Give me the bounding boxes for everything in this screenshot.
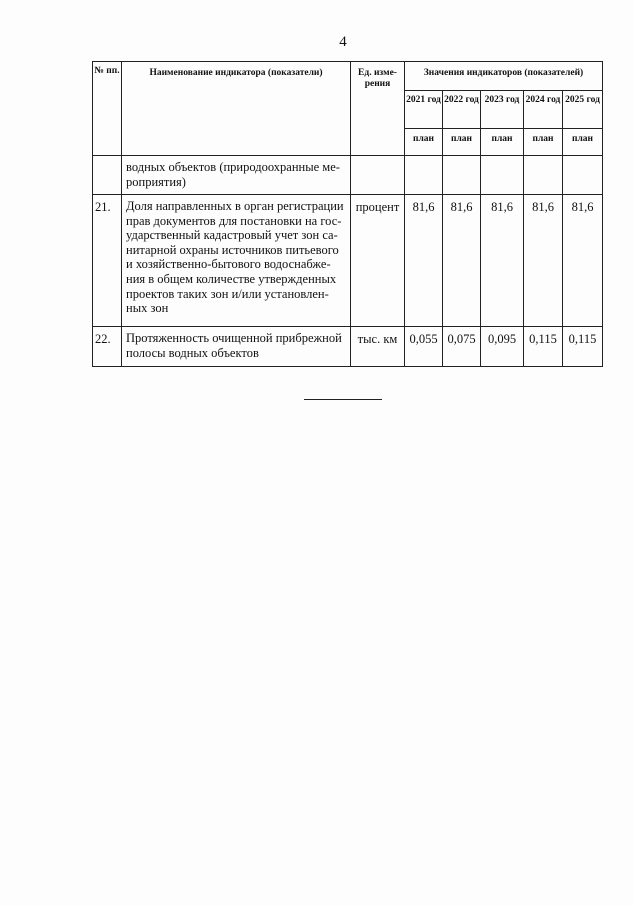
header-unit: Ед. изме-рения: [351, 62, 405, 156]
header-year-2023: 2023 год: [481, 91, 524, 129]
row-number: 22.: [93, 327, 122, 367]
row-value: 0,115: [524, 327, 563, 367]
header-number: № пп.: [93, 62, 122, 156]
row-indicator-name: водных объектов (природоохранные ме-роприятия): [122, 156, 351, 195]
row-unit: процент: [351, 195, 405, 327]
row-value: 81,6: [443, 195, 481, 327]
table-row: [93, 156, 603, 195]
page-number: 4: [339, 34, 347, 50]
end-separator-line: [304, 399, 382, 400]
row-value: 0,075: [443, 327, 481, 367]
row-number: [93, 156, 122, 195]
row-unit: тыс. км: [351, 327, 405, 367]
indicators-table: [92, 61, 603, 367]
row-value: 81,6: [563, 195, 603, 327]
row-value: 0,095: [481, 327, 524, 367]
header-plan: план: [481, 129, 524, 156]
row-value: [405, 156, 443, 195]
row-number: 21.: [93, 195, 122, 327]
row-value: [563, 156, 603, 195]
row-unit: [351, 156, 405, 195]
row-value: 81,6: [405, 195, 443, 327]
row-value: 0,115: [563, 327, 603, 367]
header-year-2024: 2024 год: [524, 91, 563, 129]
header-values: Значения индикаторов (показателей): [405, 62, 603, 91]
row-value: 0,055: [405, 327, 443, 367]
header-year-2022: 2022 год: [443, 91, 481, 129]
row-value: [524, 156, 563, 195]
table-row: [93, 327, 603, 367]
header-indicator-name: Наименование индикатора (показатели): [122, 62, 351, 156]
header-year-2021: 2021 год: [405, 91, 443, 129]
header-plan: план: [443, 129, 481, 156]
row-value: [443, 156, 481, 195]
header-row-1: [93, 62, 603, 91]
row-value: 81,6: [481, 195, 524, 327]
row-indicator-name: Доля направленных в орган регистрации прав документов для постановки на гос-ударственный кадастровый учет зон са-нитарной охраны источников питьевого и хозяйственно-бытового водоснабже-ния в общем количестве утвержденных проектов таких зон и/или установлен-ных зон: [122, 195, 351, 327]
header-plan: план: [563, 129, 603, 156]
header-plan: план: [524, 129, 563, 156]
table-row: [93, 195, 603, 327]
row-indicator-name: Протяженность очищенной прибрежной полосы водных объектов: [122, 327, 351, 367]
row-value: 81,6: [524, 195, 563, 327]
row-value: [481, 156, 524, 195]
header-year-2025: 2025 год: [563, 91, 603, 129]
header-plan: план: [405, 129, 443, 156]
